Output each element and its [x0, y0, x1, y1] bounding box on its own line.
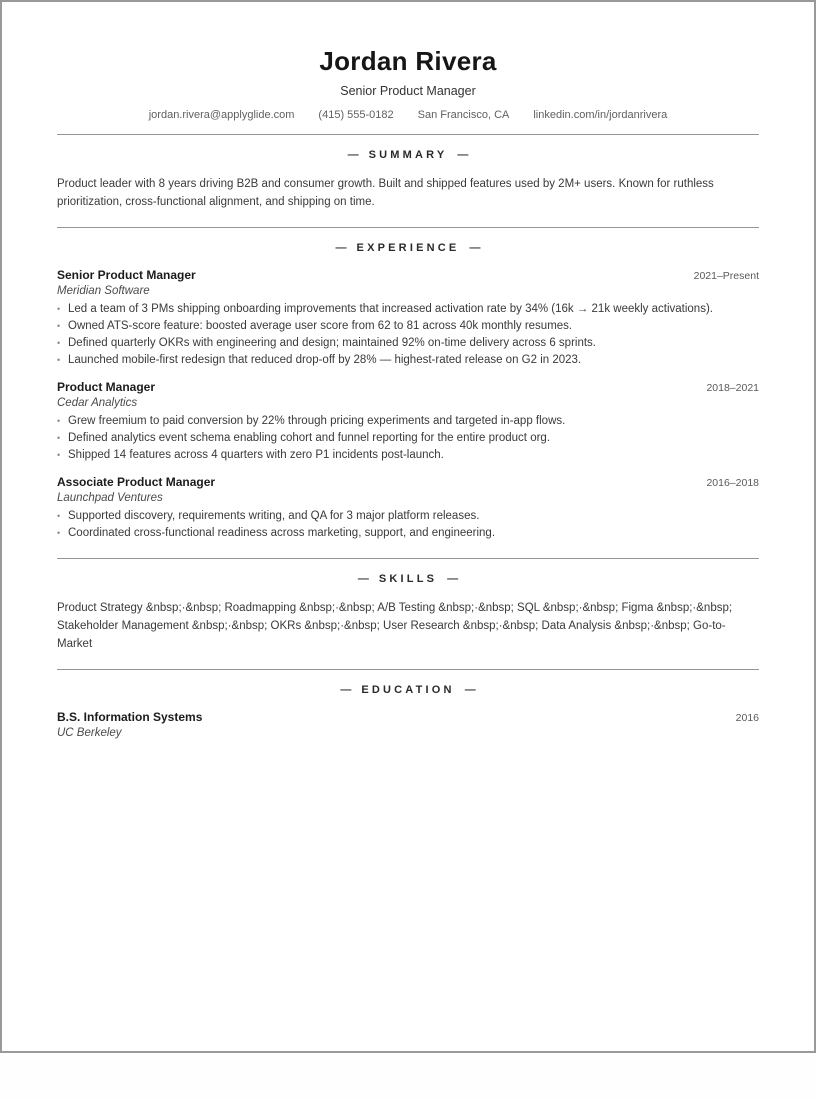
section-skills: [57, 558, 759, 669]
heading-dash-right: —: [464, 684, 476, 696]
candidate-title: Senior Product Manager: [340, 84, 476, 98]
bullet-text: Defined analytics event schema enabling cohort and funnel reporting for the entire product org.: [68, 432, 551, 444]
job-title-row: [57, 268, 759, 283]
job-bullets: [57, 508, 759, 542]
bullet-text: Coordinated cross-functional readiness across marketing, support, and engineering.: [68, 527, 496, 539]
job-bullets: [57, 301, 759, 369]
bullet-item: [57, 352, 759, 369]
education-dates: 2016: [735, 712, 759, 724]
heading-dash-left: —: [335, 242, 347, 254]
bullet-dot-icon: •: [57, 416, 61, 426]
contact-linkedin: linkedin.com/in/jordanrivera: [533, 109, 668, 121]
experience-heading: [57, 241, 759, 255]
section-experience: [57, 227, 759, 558]
section-education: [57, 669, 759, 740]
bullet-text: Owned ATS-score feature: boosted average user score from 62 to 81 across 40k monthly resumes.: [68, 320, 573, 332]
bullet-text: Grew freemium to paid conversion by 22% through pricing experiments and targeted in-app flows.: [68, 415, 566, 427]
bullet-item: [57, 525, 759, 542]
skills-text: Product Strategy &nbsp;·&nbsp; Roadmapping &nbsp;·&nbsp; A/B Testing &nbsp;·&nbsp; SQL &nbsp;·&nbsp; Figma &nbsp;·&nbsp; Stakeholder Management &nbsp;·&nbsp; OKRs &nbsp;·&nbsp; User Research &nbsp;·&nbsp; Data Analysis &nbsp;·&nbsp; Go-to-Market: [57, 602, 733, 650]
job-title: Product Manager: [57, 380, 156, 394]
education-school: UC Berkeley: [57, 727, 122, 739]
candidate-name: Jordan Rivera: [319, 46, 497, 76]
contact-phone: (415) 555-0182: [318, 109, 394, 121]
bullet-item: [57, 508, 759, 525]
skills-heading: [57, 572, 759, 586]
heading-dash-right: —: [469, 242, 481, 254]
heading-dash-left: —: [357, 573, 369, 585]
contact-row: [57, 109, 759, 122]
job-company: Cedar Analytics: [57, 397, 138, 409]
bullet-dot-icon: •: [57, 355, 61, 365]
bullet-item: [57, 335, 759, 352]
heading-dash-right: —: [457, 149, 469, 161]
bullet-dot-icon: •: [57, 304, 61, 314]
bullet-item: [57, 318, 759, 335]
job-company: Meridian Software: [57, 285, 150, 297]
bullet-item: [57, 430, 759, 447]
heading-dash-left: —: [347, 149, 359, 161]
job-dates: 2018–2021: [706, 382, 759, 394]
bullet-item: [57, 447, 759, 464]
summary-heading: [57, 148, 759, 162]
education-entry: [57, 710, 759, 740]
education-title-row: [57, 710, 759, 725]
job-title: Senior Product Manager: [57, 268, 196, 282]
job-company: Launchpad Ventures: [57, 492, 163, 504]
section-summary: [57, 134, 759, 227]
bullet-dot-icon: •: [57, 450, 61, 460]
contact-location: San Francisco, CA: [417, 109, 510, 121]
job-entry: [57, 268, 759, 369]
bullet-text: Led a team of 3 PMs shipping onboarding improvements that increased activation rate by 34% (16k → 21k weekly activations).: [68, 303, 713, 315]
job-dates: 2016–2018: [706, 477, 759, 489]
summary-text: Product leader with 8 years driving B2B and consumer growth. Built and shipped features used by 2M+ users. Known for ruthless prioritization, cross-functional alignment, and shipping on time.: [57, 178, 714, 208]
education-degree: B.S. Information Systems: [57, 710, 203, 724]
bullet-dot-icon: •: [57, 511, 61, 521]
bullet-item: [57, 413, 759, 430]
bullet-dot-icon: •: [57, 433, 61, 443]
job-bullets: [57, 413, 759, 464]
experience-heading-label: EXPERIENCE: [356, 242, 460, 254]
resume-header: [57, 2, 759, 134]
bullet-dot-icon: •: [57, 338, 61, 348]
job-title-row: [57, 475, 759, 490]
heading-dash-left: —: [340, 684, 352, 696]
bullet-text: Defined quarterly OKRs with engineering and design; maintained 92% on-time delivery across 6 sprints.: [68, 337, 596, 349]
bullet-text: Shipped 14 features across 4 quarters with zero P1 incidents post-launch.: [68, 449, 444, 461]
bullet-dot-icon: •: [57, 528, 61, 538]
skills-heading-label: SKILLS: [378, 573, 438, 585]
summary-heading-label: SUMMARY: [368, 149, 448, 161]
job-entry: [57, 475, 759, 542]
bullet-dot-icon: •: [57, 321, 61, 331]
heading-dash-right: —: [447, 573, 459, 585]
contact-email: jordan.rivera@applyglide.com: [148, 109, 295, 121]
education-heading: [57, 683, 759, 697]
bullet-item: [57, 301, 759, 318]
job-dates: 2021–Present: [693, 270, 759, 282]
education-heading-label: EDUCATION: [361, 684, 455, 696]
job-entry: [57, 380, 759, 464]
bullet-text: Launched mobile-first redesign that reduced drop-off by 28% — highest-rated release on G2 in 2023.: [68, 354, 582, 366]
bullet-text: Supported discovery, requirements writing, and QA for 3 major platform releases.: [68, 510, 480, 522]
job-title: Associate Product Manager: [57, 475, 216, 489]
job-title-row: [57, 380, 759, 395]
